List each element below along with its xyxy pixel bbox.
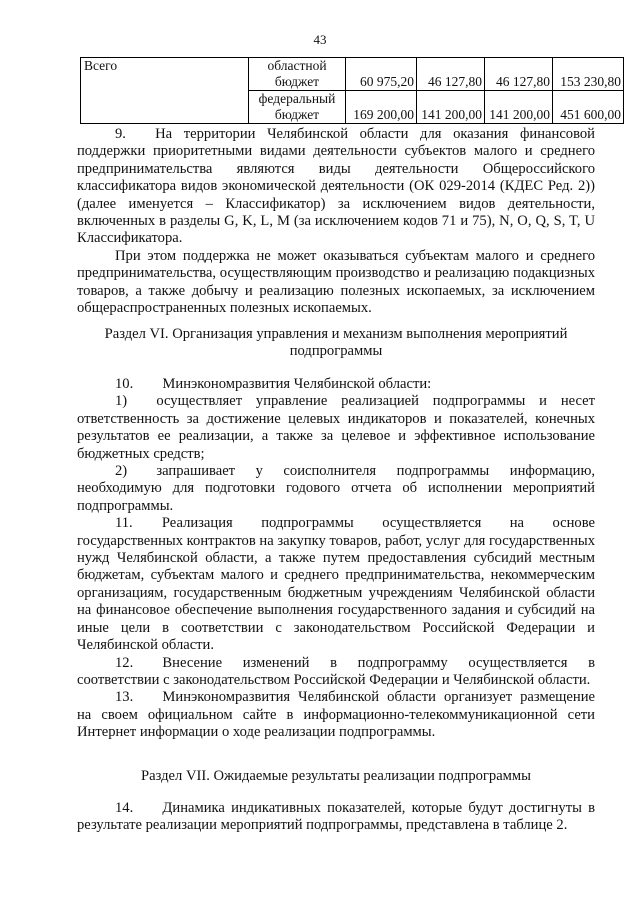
paragraph-10-2: 2) запрашивает у соисполнителя подпрограммы информацию, необходимую для подготовки годового отчета об исполнении мероприятий подпрограммы. bbox=[77, 463, 595, 514]
value-cell: 60 975,20 bbox=[346, 58, 417, 91]
source-cell: федеральный бюджет bbox=[249, 91, 346, 124]
total-label: Всего bbox=[81, 58, 249, 124]
value-cell: 451 600,00 bbox=[553, 91, 624, 124]
paragraph-9-block bbox=[77, 126, 595, 317]
value-cell: 46 127,80 bbox=[417, 58, 485, 91]
value-cell: 141 200,00 bbox=[485, 91, 553, 124]
section-6 bbox=[77, 326, 595, 361]
paragraph-10: 10. Минэкономразвития Челябинской области: bbox=[115, 376, 432, 392]
paragraph-14: 14. Динамика индикативных показателей, которые будут достигнуты в результате реализации мероприятий подпрограммы, представлена в таблице 2. bbox=[77, 800, 595, 834]
paragraph-11: 11. Реализация подпрограммы осуществляется на основе государственных контрактов на закупку товаров, работ, услуг для государственных нужд Челябинской области, а также путем предоставления субсидий местным бюджетам, субъектам малого и среднего предпринимательства, некоммерческим организациям, государственным бюджетным учреждениям Челябинской области на финансовое обеспечение выполнения государственного задания и субсидий на иные цели в соответствии с законодательством Российской Федерации и Челябинской области. bbox=[77, 515, 595, 654]
section-6-heading: Раздел VI. Организация управления и механизм выполнения мероприятий подпрограммы bbox=[104, 326, 568, 360]
paragraph-9: 9. На территории Челябинской области для оказания финансовой поддержки приоритетными видами деятельности субъектов малого и среднего предпринимательства являются виды деятельности Общероссийского классификатора видов экономической деятельности (ОК 029-2014 (КДЕС Ред. 2)) (далее именуется – Классификатор) за исключением видов деятельности, включенных в разделы G, K, L, M (за исключением кодов 71 и 75), N, O, Q, S, T, U Классификатора. bbox=[77, 126, 595, 247]
section-7-heading: Раздел VII. Ожидаемые результаты реализации подпрограммы bbox=[141, 768, 531, 784]
paragraph-13: 13. Минэкономразвития Челябинской области организует размещение на своем официальном сайте в информационно-телекоммуникационной сети Интернет информации о ходе реализации подпрограммы. bbox=[77, 689, 595, 741]
value-cell: 141 200,00 bbox=[417, 91, 485, 124]
section-7 bbox=[77, 768, 595, 785]
value-cell: 46 127,80 bbox=[485, 58, 553, 91]
budget-table bbox=[80, 57, 624, 124]
value-cell: 169 200,00 bbox=[346, 91, 417, 124]
table-row bbox=[81, 58, 624, 91]
paragraph-10-1: 1) осуществляет управление реализацией подпрограммы и несет ответственность за достижение целевых индикаторов и показателей, конечных результатов ее реализации, а также за целевое и эффективное использование бюджетных средств; bbox=[77, 393, 595, 462]
paragraph-12: 12. Внесение изменений в подпрограмму осуществляется в соответствии с законодательством Российской Федерации и Челябинской области. bbox=[77, 654, 595, 688]
section-7-body bbox=[77, 800, 595, 835]
value-cell: 153 230,80 bbox=[553, 58, 624, 91]
paragraph-9-continuation: При этом поддержка не может оказываться субъектам малого и среднего предпринимательства, осуществляющим производство и реализацию подакцизных товаров, а также добычу и реализацию полезных ископаемых, за исключением общераспространенных полезных ископаемых. bbox=[77, 247, 595, 317]
page-number: 43 bbox=[313, 32, 327, 47]
section-6-body bbox=[77, 376, 595, 742]
source-cell: областной бюджет bbox=[249, 58, 346, 91]
